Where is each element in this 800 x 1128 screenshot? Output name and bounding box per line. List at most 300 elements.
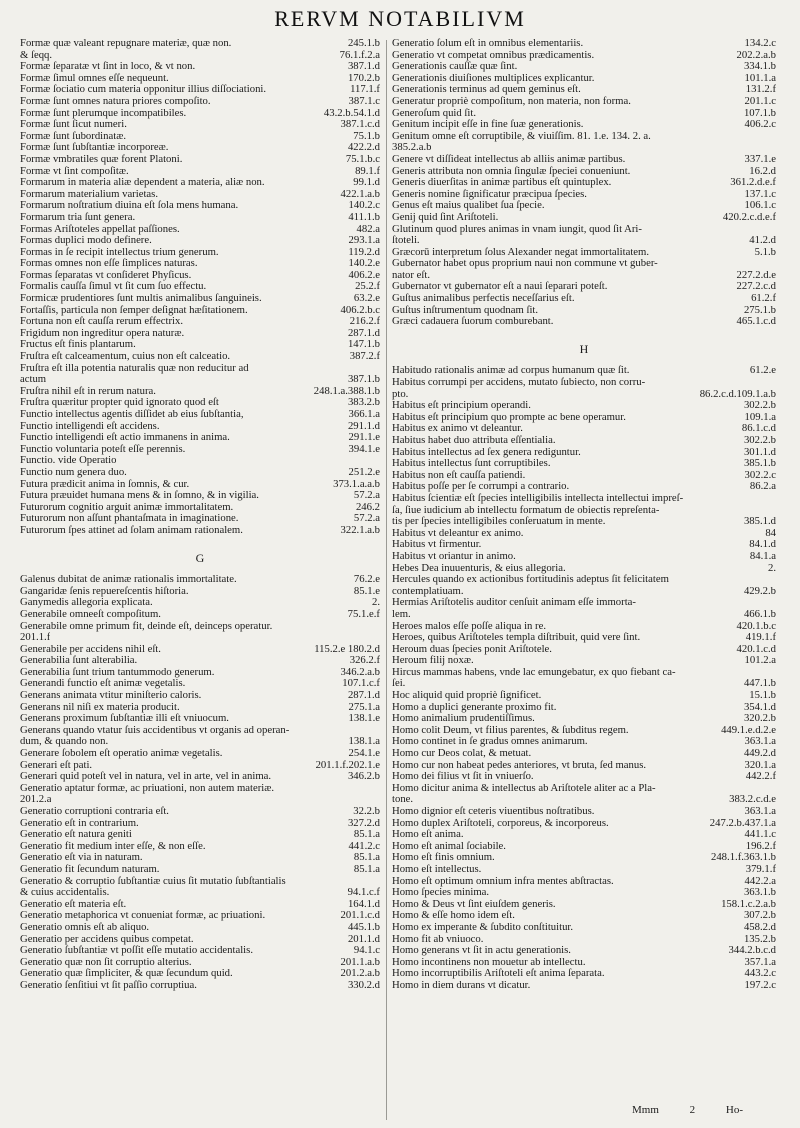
index-entry (20, 96, 380, 108)
page-footer (632, 1104, 771, 1116)
entry-text: Homo incorruptibilis Ariſtoteli eſt anima ſeparata. (392, 968, 605, 980)
entry-reference: 247.2.b.437.1.a (709, 817, 776, 829)
entry-text: Functio. vide Operatio (20, 455, 117, 467)
index-entry (392, 818, 776, 830)
entry-text: Frigidum non ingreditur opera naturæ. (20, 327, 185, 339)
entry-text: Generatio aptatur formæ, ac priuationi, non autem materiæ. (20, 782, 275, 794)
index-entry (20, 945, 380, 957)
index-entry (392, 725, 776, 737)
index-entry (392, 281, 776, 293)
entry-text: Futura prædicit anima in ſomnis, & cur. (20, 478, 190, 490)
index-entry (392, 957, 776, 969)
index-entry (392, 400, 776, 412)
entry-reference: 63.2.e (353, 293, 380, 305)
entry-text: Generatio ſubſtantiæ vt poſſit eſſe mutatio accidentalis. (20, 945, 253, 957)
entry-text: Fortaſſis, particula non ſemper deſignat hæſitationem. (20, 304, 248, 316)
entry-reference: 326.2.f (349, 655, 380, 667)
entry-reference: 75.1.b.c (345, 153, 380, 165)
index-entry (20, 655, 380, 667)
index-entry (392, 258, 776, 270)
entry-reference: 354.1.d (743, 701, 776, 713)
entry-reference: 94.1.c (353, 945, 380, 957)
entry-text: Formarum tria ſunt genera. (20, 211, 136, 223)
index-entry (20, 432, 380, 444)
entry-reference: 307.2.b (743, 910, 776, 922)
entry-text: Functio intelligendi eſt accidens. (20, 420, 160, 432)
entry-reference: 170.2.b (347, 72, 380, 84)
index-entry (20, 455, 380, 467)
index-entry (20, 270, 380, 282)
entry-reference: 2. (371, 597, 380, 609)
entry-reference: 248.1.a.388.1.b (313, 385, 380, 397)
entry-text: Græci cadauera ſuorum comburebant. (392, 316, 554, 328)
index-entry (20, 351, 380, 363)
index-entry (20, 980, 380, 992)
index-entry (392, 713, 776, 725)
entry-text: Generationis diuiſiones multiplices explicantur. (392, 72, 595, 84)
entry-reference: 245.1.b (347, 38, 380, 49)
index-entry (20, 876, 380, 888)
entry-text: Generans proximum ſubſtantiæ illi eſt vniuocum. (20, 713, 229, 725)
entry-text: Formarum noſtratium diuina eſt ſola mens humana. (20, 200, 239, 212)
index-entry (392, 528, 776, 540)
entry-reference: 227.2.d.e (736, 269, 776, 281)
entry-reference: 227.2.c.d (736, 281, 776, 293)
index-entry (20, 783, 380, 795)
entry-text: Formalis cauſſa ſimul vt ſit cum ſuo effectu. (20, 281, 207, 293)
index-entry (20, 131, 380, 143)
index-entry (20, 748, 380, 760)
index-entry (392, 760, 776, 772)
index-entry (392, 235, 776, 247)
entry-text: Futurorum cognitio arguit animæ immortalitatem. (20, 501, 234, 513)
entry-text: Fruſtra quæritur propter quid ignorato quod eſt (20, 397, 219, 409)
entry-reference: 320.2.b (743, 713, 776, 725)
entry-reference: 458.2.d (743, 921, 776, 933)
index-entry (20, 316, 380, 328)
entry-reference: 41.2.d (749, 235, 776, 247)
index-entry (392, 293, 776, 305)
entry-reference: 43.2.b.54.1.d (323, 107, 380, 119)
entry-text: Homo & eſſe homo idem eſt. (392, 910, 515, 922)
entry-text: Homo & Deus vt ſint eiuſdem generis. (392, 898, 556, 910)
entry-text: Generatio eſt materia eſt. (20, 898, 127, 910)
entry-reference: 131.2.f (745, 84, 776, 96)
entry-reference: 363.1.a (744, 806, 776, 817)
left-column (20, 38, 380, 992)
entry-reference: 84 (765, 527, 776, 539)
entry-text: Genus eſt maius qualibet ſua ſpecie. (392, 200, 545, 212)
entry-text: Generoſum quid ſit. (392, 107, 477, 119)
entry-reference: 385.1.d (743, 516, 776, 528)
entry-reference: 373.1.a.a.b (333, 478, 380, 490)
entry-reference: 346.2.b (347, 771, 380, 783)
index-entry (20, 922, 380, 934)
entry-reference: 420.1.b.c (736, 620, 776, 632)
entry-text: Genitum omne eſt corruptibile, & viuiſſim. 81. 1.e. 134. 2. a. (392, 130, 651, 142)
entry-text: Functio intelligendi eſt actio immanens in anima. (20, 432, 230, 444)
entry-text: nator eſt. (392, 269, 430, 281)
index-entry (20, 899, 380, 911)
entry-reference: 406.2.b.c (340, 304, 380, 316)
entry-reference: 466.1.b (743, 608, 776, 620)
index-entry (20, 794, 380, 806)
index-entry (20, 667, 380, 679)
index-entry (392, 551, 776, 563)
entry-text: Generatio corruptioni contraria eſt. (20, 806, 169, 817)
index-entry (20, 490, 380, 502)
entry-reference: 330.2.d (347, 979, 380, 991)
index-entry (392, 794, 776, 806)
entry-text: dum, & quando non. (20, 736, 109, 748)
entry-reference: 76.2.e (353, 574, 380, 586)
entry-text: Fruſtra eſt calceamentum, cuius non eſt calceatio. (20, 351, 231, 363)
index-entry (392, 876, 776, 888)
index-entry (20, 84, 380, 96)
entry-reference: 85.1.e (353, 585, 380, 597)
index-entry (20, 818, 380, 830)
entry-reference: 291.1.e (348, 432, 380, 444)
index-entry (20, 154, 380, 166)
entry-reference: 302.2.b (743, 400, 776, 412)
entry-text: Futurorum ſpes attinet ad ſolam animam rationalem. (20, 524, 243, 536)
entry-reference: 419.1.f (745, 632, 776, 644)
entry-reference: 138.1.a (348, 736, 380, 748)
entry-text: Fructus eſt finis plantarum. (20, 339, 136, 351)
entry-reference: 76.1.f.2.a (339, 49, 380, 61)
entry-reference: 411.1.b (348, 211, 380, 223)
entry-text: lem. (392, 608, 411, 620)
index-entry (20, 421, 380, 433)
index-entry (392, 316, 776, 328)
index-entry (392, 154, 776, 166)
entry-reference: 361.2.d.e.f (730, 177, 776, 189)
entry-reference: 366.1.a (348, 409, 380, 420)
index-entry (392, 447, 776, 459)
entry-text: Formas omnes non eſſe ſimplices naturas. (20, 258, 198, 270)
entry-reference: 84.1.d (749, 539, 776, 551)
entry-reference: 441.1.c (744, 829, 776, 841)
entry-reference: 302.2.b (743, 435, 776, 446)
index-entry (392, 212, 776, 224)
signature-number: 2 (689, 1104, 696, 1116)
entry-text: Gangaridæ ſenis repuereſcentis hiſtoria. (20, 585, 189, 597)
index-entry (20, 609, 380, 621)
index-entry (20, 713, 380, 725)
index-entry (20, 678, 380, 690)
entry-text: Generans nil niſi ex materia producit. (20, 701, 180, 713)
index-entry (392, 922, 776, 934)
index-entry (20, 525, 380, 537)
entry-text: Formæ ſunt ſubordinatæ. (20, 130, 126, 142)
entry-reference: 254.1.e (348, 748, 380, 760)
entry-reference: 94.1.c.f (347, 887, 380, 899)
index-entry (392, 200, 776, 212)
index-entry (20, 841, 380, 853)
index-entry (392, 61, 776, 73)
entry-reference: 57.2.a (353, 490, 380, 502)
index-entry (392, 597, 776, 609)
entry-reference: 357.1.a (744, 956, 776, 968)
entry-reference: 302.2.c (744, 469, 776, 481)
entry-text: Ganymedis allegoria explicata. (20, 597, 153, 609)
entry-text: Homo ex imperante & ſubdito conſtituitur. (392, 921, 574, 933)
index-entry (392, 412, 776, 424)
entry-reference: 394.1.e (348, 443, 380, 455)
entry-reference: 216.2.f (349, 316, 380, 328)
entry-text: Habitudo rationalis animæ ad corpus humanum quæ ſit. (392, 365, 630, 377)
index-entry (392, 108, 776, 120)
entry-text: & ſeqq. (20, 49, 53, 61)
entry-text: Homo eſt intellectus. (392, 863, 482, 875)
entry-reference: 89.1.f (355, 165, 380, 177)
entry-reference: 201.2.a.b (340, 968, 380, 980)
entry-text: Fortuna non eſt cauſſa rerum effectrix. (20, 316, 184, 328)
entry-reference: 387.2.f (349, 351, 380, 363)
entry-reference: 5.1.b (754, 246, 776, 258)
entry-text: Homo continet in ſe gradus omnes animarum. (392, 736, 588, 748)
entry-text: Formæ ſociatio cum materia opponitur illius diſſociationi. (20, 84, 267, 96)
entry-text: Formicæ prudentiores ſunt multis animalibus ſanguineis. (20, 293, 262, 305)
entry-text: Formæ vmbratiles quæ forent Platoni. (20, 153, 183, 165)
entry-text: Generis attributa non omnia ſingulæ ſpeciei conueniunt. (392, 165, 631, 177)
entry-reference: 107.1.b (743, 107, 776, 119)
index-entry (20, 702, 380, 714)
entry-reference: 135.2.b (743, 933, 776, 945)
entry-text: Generatio ſenſitiui vt ſit paſſio corruptiua. (20, 979, 197, 991)
entry-reference: 246.2 (355, 501, 380, 513)
index-entry (392, 458, 776, 470)
index-entry (392, 563, 776, 575)
entry-reference: 291.1.d (347, 420, 380, 432)
entry-reference: 363.1.a (744, 736, 776, 748)
entry-text: Generatio per accidens quibus competat. (20, 933, 194, 945)
entry-text: Generis nomine ſignificatur præcipua ſpecies. (392, 188, 587, 200)
entry-text: Gubernator habet opus proprium naui non commune vt guber- (392, 258, 658, 270)
entry-text: Generabile omneeſt compoſitum. (20, 608, 161, 620)
index-entry (392, 73, 776, 85)
entry-reference: 99.1.d (353, 177, 380, 189)
entry-reference: 61.2.e (749, 365, 776, 377)
entry-text: & cuius accidentalis. (20, 887, 110, 899)
index-entry (392, 166, 776, 178)
entry-reference: 248.1.f.363.1.b (710, 852, 776, 864)
index-entry (20, 258, 380, 270)
entry-reference: 251.2.e (348, 466, 380, 478)
entry-text: Homo a duplici generante proximo fit. (392, 701, 557, 713)
entry-text: Generatio eſt natura geniti (20, 829, 132, 841)
entry-reference: 201.1.c (744, 95, 776, 107)
entry-reference: 57.2.a (353, 513, 380, 525)
index-entry (20, 502, 380, 514)
entry-text: pto. (392, 388, 409, 400)
entry-reference: 387.1.d (347, 61, 380, 73)
index-entry (392, 142, 776, 154)
page-title: RERVM NOTABILIVM (274, 6, 526, 31)
entry-text: Hercules quando ex actionibus fortitudinis adeptus ſit felicitatem (392, 574, 669, 586)
section-letter: G (195, 550, 205, 565)
index-entry (20, 212, 380, 224)
index-entry (20, 189, 380, 201)
index-entry (392, 365, 776, 377)
entry-reference: 85.1.a (353, 852, 380, 864)
entry-text: tis per ſpecies intelligibiles conſeruatum in mente. (392, 516, 606, 528)
entry-reference: 61.2.f (751, 293, 776, 305)
index-entry (392, 505, 776, 517)
entry-reference: 196.2.f (745, 840, 776, 852)
entry-reference: 117.1.f (350, 84, 380, 96)
index-entry (392, 377, 776, 389)
index-entry (20, 409, 380, 421)
entry-text: Homo eſt optimum omnium infra mentes abſtractas. (392, 875, 614, 887)
index-entry (20, 247, 380, 259)
entry-text: Generatio eſt via in naturam. (20, 852, 143, 864)
entry-text: Formæ quæ valeant repugnare materiæ, quæ non. (20, 38, 232, 49)
index-entry (20, 690, 380, 702)
entry-text: Formarum materialium varietas. (20, 188, 159, 200)
entry-text: Generatio fit medium inter eſſe, & non eſſe. (20, 840, 206, 852)
entry-reference: 86.1.c.d (741, 423, 776, 435)
entry-reference: 320.1.a (744, 759, 776, 771)
index-entry (392, 247, 776, 259)
entry-reference: 406.2.c (744, 119, 776, 131)
entry-text: Futurorum non aſſunt phantaſmata in imaginatione. (20, 513, 239, 525)
entry-reference: 134.2.c (744, 38, 776, 49)
entry-reference: 147.1.b (347, 339, 380, 351)
entry-text: Genere vt diſſideat intellectus ab alliis animæ partibus. (392, 153, 626, 165)
entry-text: ſei. (392, 678, 406, 690)
entry-text: Functio intellectus agentis diſſidet ab eius ſubſtantia, (20, 409, 244, 420)
entry-text: Habitus ex animo vt deleantur. (392, 423, 523, 435)
entry-text: actum (20, 374, 47, 386)
entry-text: Generans quando vtatur ſuis accidentibus vt organis ad operan- (20, 724, 290, 736)
entry-text: Formas in ſe recipit intellectus trium generum. (20, 246, 219, 258)
entry-text: Generans animata vtitur miniſterio caloris. (20, 690, 202, 702)
entry-text: Homo duplex Ariſtoteli, corporeus, & incorporeus. (392, 817, 609, 829)
column-divider (386, 40, 387, 1120)
index-entry (20, 142, 380, 154)
entry-text: Guſtus animalibus perfectis neceſſarius eſt. (392, 293, 575, 305)
entry-text: Generandi functio eſt animæ vegetalis. (20, 678, 186, 690)
entry-reference: 275.1.b (743, 304, 776, 316)
entry-text: contemplatiuam. (392, 585, 464, 597)
entry-reference: 107.1.c.f (342, 678, 380, 690)
entry-reference: 164.1.d (347, 898, 380, 910)
entry-text: Habitus habet duo attributa eſſentialia. (392, 435, 556, 446)
index-entry (20, 968, 380, 980)
entry-reference: 429.2.b (743, 585, 776, 597)
index-entry (392, 189, 776, 201)
entry-text: Habitus eſt principium quo prompte ac bene operamur. (392, 411, 626, 423)
index-entry (392, 806, 776, 818)
entry-text: Homo animalium prudentiſſimus. (392, 713, 535, 725)
index-entry (20, 328, 380, 340)
entry-text: Homo in diem durans vt dicatur. (392, 979, 531, 991)
entry-reference: 109.1.a (744, 411, 776, 423)
entry-text: Heroes malos eſſe poſſe aliqua in re. (392, 620, 547, 632)
entry-text: Homo dei filius vt ſit in vniuerſo. (392, 771, 534, 783)
entry-text: Homo eſt animal ſociabile. (392, 840, 506, 852)
index-entry (20, 806, 380, 818)
entry-text: Habitus poſſe per ſe corrumpi a contrario. (392, 481, 570, 493)
entry-text: Gubernator vt gubernator eſt a naui ſeparari poteſt. (392, 281, 608, 293)
entry-reference: 2. (767, 562, 776, 574)
index-entry (20, 397, 380, 409)
index-entry (392, 632, 776, 644)
index-entry (392, 702, 776, 714)
entry-text: 201.1.f (20, 632, 51, 644)
index-entry (392, 50, 776, 62)
entry-text: Homo cur non habeat pedes anteriores, vt bruta, ſed manus. (392, 759, 647, 771)
entry-reference: 327.2.d (347, 817, 380, 829)
entry-text: Genitum incipit eſſe in fine ſuæ generationis. (392, 119, 584, 131)
entry-reference: 84.1.a (749, 550, 776, 562)
index-entry (392, 690, 776, 702)
entry-reference: 420.1.c.d (736, 643, 776, 655)
entry-text: Generabilia ſunt alterabilia. (20, 655, 138, 667)
entry-text: ſa, ſiue iudicium ab intellectu formatum de obiectis repreſenta- (392, 504, 660, 516)
entry-text: Generatio metaphorica vt conueniat formæ, ac priuationi. (20, 910, 266, 922)
index-entry (392, 131, 776, 143)
index-entry (20, 621, 380, 633)
entry-reference: 32.2.b (353, 806, 380, 817)
entry-reference: 138.1.e (348, 713, 380, 725)
signature-mark: Mmm (632, 1104, 659, 1116)
entry-text: Formas ſeparatas vt conſideret Phyſicus. (20, 269, 192, 281)
index-entry (392, 119, 776, 131)
entry-reference: 140.2.e (348, 258, 380, 270)
entry-reference: 86.2.a (749, 481, 776, 493)
entry-text: Formarum in materia aliæ dependent a materia, aliæ non. (20, 177, 265, 189)
entry-reference: 383.2.b (347, 397, 380, 409)
index-entry (392, 435, 776, 447)
entry-text: 385.2.a.b (392, 142, 432, 154)
index-entry (20, 574, 380, 586)
entry-reference: 422.1.a.b (340, 188, 380, 200)
entry-text: Homo incontinens non mouetur ab intellectu. (392, 956, 586, 968)
index-entry (392, 748, 776, 760)
entry-text: Generationis terminus ad quem geminus eſt. (392, 84, 581, 96)
index-entry (392, 493, 776, 505)
entry-reference: 101.1.a (744, 72, 776, 84)
entry-reference: 406.2.e (348, 269, 380, 281)
entry-text: Fruſtra nihil eſt in rerum natura. (20, 385, 156, 397)
entry-text: Habitus eſt principium operandi. (392, 400, 531, 412)
entry-text: Homo eſt anima. (392, 829, 464, 841)
index-entry (20, 73, 380, 85)
entry-text: Habitus non eſt cauſſa patiendi. (392, 469, 526, 481)
index-entry (20, 363, 380, 375)
index-entry (20, 293, 380, 305)
entry-text: Functio num genera duo. (20, 466, 127, 478)
index-entry (392, 177, 776, 189)
entry-text: Græcorū interpretum ſolus Alexander negat immortalitatem. (392, 246, 650, 258)
index-entry (392, 516, 776, 528)
index-entry (392, 771, 776, 783)
entry-text: Fruſtra eſt illa potentia naturalis quæ non reducitur ad (20, 362, 249, 374)
entry-text: Habitus corrumpi per accidens, mutato ſubiecto, non corru- (392, 377, 646, 389)
entry-text: Habitus vt oriantur in animo. (392, 550, 516, 562)
entry-text: 201.2.a (20, 794, 52, 806)
entry-reference: 301.1.d (743, 446, 776, 458)
entry-reference: 115.2.e 180.2.d (314, 643, 380, 655)
entry-reference: 287.1.d (347, 327, 380, 339)
index-entry (20, 597, 380, 609)
index-entry (20, 887, 380, 899)
entry-text: Formæ ſunt ſicut numeri. (20, 119, 127, 131)
entry-reference: 420.2.c.d.e.f (722, 211, 776, 223)
index-entry (20, 281, 380, 293)
